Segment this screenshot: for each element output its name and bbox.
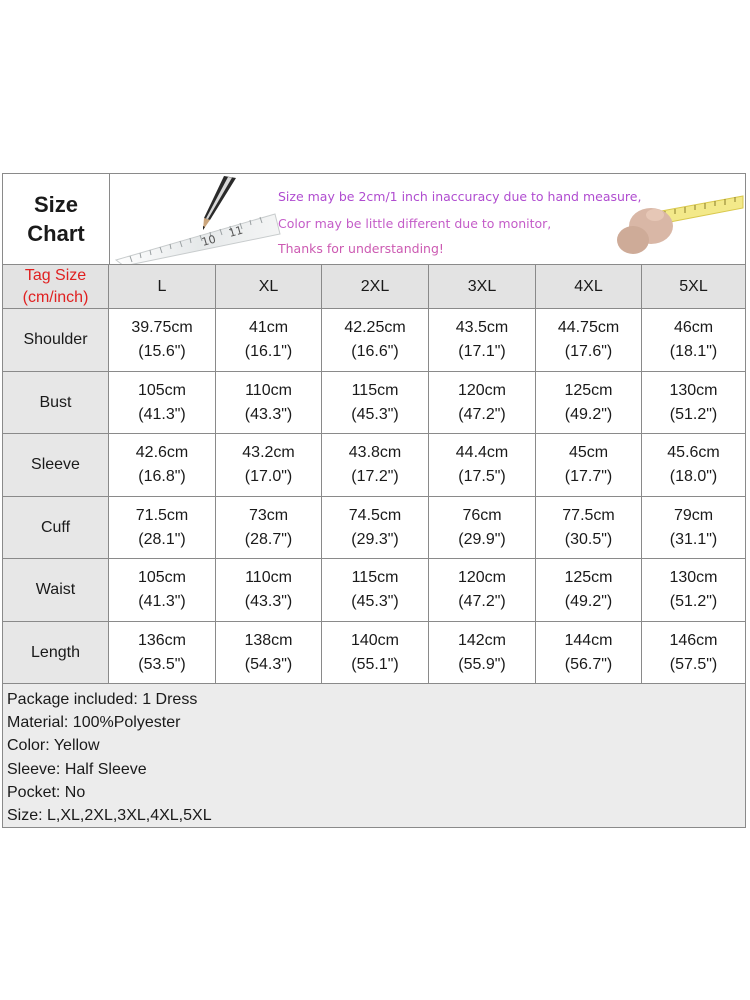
table-cell: 42.25cm (16.6")	[322, 309, 429, 371]
table-row	[3, 497, 745, 559]
table-cell: 42.6cm (16.8")	[109, 434, 216, 496]
table-cell: 41cm (16.1")	[216, 309, 322, 371]
table-cell: 125cm (49.2")	[536, 559, 642, 621]
title-line-1: Size	[33, 192, 79, 217]
table-row	[3, 372, 745, 434]
info-color: Color: Yellow	[7, 737, 100, 755]
info-pocket: Pocket: No	[7, 783, 86, 801]
table-row	[3, 434, 745, 497]
table-cell: 45.6cm (18.0")	[667, 444, 720, 485]
table-cell: 140cm (55.1")	[322, 622, 429, 683]
table-cell: 77.5cm (30.5")	[536, 497, 642, 558]
row-label: Shoulder	[3, 309, 109, 371]
table-cell: 45cm (17.7")	[536, 434, 642, 496]
table-cell: 74.5cm (29.3")	[322, 497, 429, 558]
table-cell: 79cm (31.1")	[669, 506, 718, 548]
note-thanks: Thanks for understanding!	[278, 241, 444, 256]
table-cell: 44.4cm (17.5")	[429, 434, 536, 496]
table-cell: 39.75cm (15.6")	[109, 309, 216, 371]
table-cell: 105cm (41.3")	[109, 372, 216, 433]
info-sizes: Size: L,XL,2XL,3XL,4XL,5XL	[7, 807, 212, 825]
row-label: Cuff	[3, 497, 109, 558]
table-cell: 115cm (45.3")	[322, 559, 429, 621]
table-cell: 110cm (43.3")	[216, 372, 322, 433]
table-cell: 43.5cm (17.1")	[429, 309, 536, 371]
svg-text:10: 10	[200, 232, 218, 249]
table-cell: 43.2cm (17.0")	[216, 434, 322, 496]
table-cell: 43.8cm (17.2")	[322, 434, 429, 496]
table-cell: 73cm (28.7")	[216, 497, 322, 558]
info-material: Material: 100%Polyester	[7, 714, 181, 732]
measurement-note-banner	[110, 174, 745, 264]
size-col-3xl: 3XL	[429, 265, 536, 308]
row-label: Sleeve	[3, 434, 109, 496]
table-cell: 120cm (47.2")	[429, 372, 536, 433]
chart-header	[3, 174, 745, 265]
size-col-4xl: 4XL	[536, 265, 642, 308]
row-label: Waist	[3, 559, 109, 621]
row-label: Length	[3, 622, 109, 683]
svg-text:11: 11	[227, 223, 245, 240]
info-sleeve: Sleeve: Half Sleeve	[7, 760, 147, 778]
product-info-panel	[3, 684, 745, 827]
note-hand-measure: Size may be 2cm/1 inch inaccuracy due to hand measure,	[278, 189, 642, 204]
size-col-xl: XL	[216, 265, 322, 308]
table-cell: 115cm (45.3")	[322, 372, 429, 433]
pencil-icon	[184, 174, 244, 234]
size-chart-title	[3, 174, 110, 264]
size-col-2xl: 2XL	[322, 265, 429, 308]
table-row	[3, 559, 745, 622]
table-cell: 144cm (56.7")	[536, 622, 642, 683]
table-cell: 138cm (54.3")	[216, 622, 322, 683]
size-header-row	[3, 265, 745, 309]
table-cell: 76cm (29.9")	[429, 497, 536, 558]
note-monitor-color: Color may be little different due to monitor,	[278, 216, 552, 231]
table-cell: 44.75cm (17.6")	[536, 309, 642, 371]
row-label: Bust	[3, 372, 109, 433]
info-package: Package included: 1 Dress	[7, 691, 198, 708]
table-cell: 146cm (57.5")	[669, 631, 718, 673]
size-col-5xl: 5XL	[642, 265, 745, 308]
table-cell: 120cm (47.2")	[429, 559, 536, 621]
table-cell: 71.5cm (28.1")	[109, 497, 216, 558]
table-cell: 125cm (49.2")	[536, 372, 642, 433]
table-cell: 105cm (41.3")	[109, 559, 216, 621]
table-cell: 46cm (18.1")	[669, 319, 718, 360]
table-cell: 130cm (51.2")	[669, 381, 718, 423]
measuring-tape-hand-icon	[605, 174, 745, 264]
table-row	[3, 309, 745, 372]
table-cell: 142cm (55.9")	[429, 622, 536, 683]
table-cell: 136cm (53.5")	[109, 622, 216, 683]
title-line-2: Chart	[27, 221, 85, 246]
table-cell: 110cm (43.3")	[216, 559, 322, 621]
table-cell: 130cm (51.2")	[669, 569, 718, 610]
tag-size-label: Tag Size (cm/inch)	[3, 265, 109, 308]
size-col-l: L	[109, 265, 216, 308]
table-row	[3, 622, 745, 684]
size-chart	[2, 173, 746, 828]
